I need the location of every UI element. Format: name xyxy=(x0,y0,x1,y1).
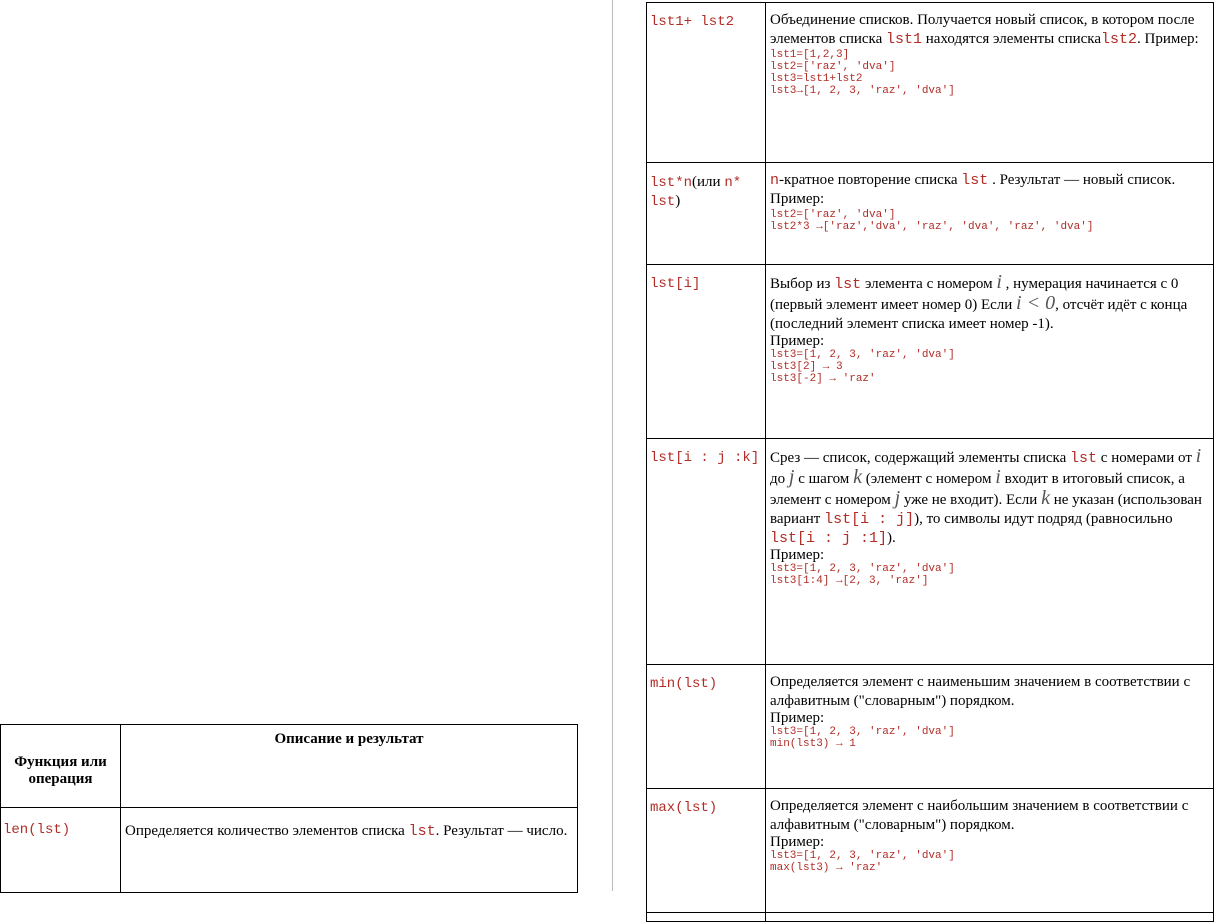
table-row xyxy=(647,439,1214,665)
table-header-row xyxy=(1,725,578,808)
example-label: Пример: xyxy=(770,333,825,349)
table-row xyxy=(647,163,1214,265)
description-cell: Определяется количество элементов списка lst. Результат — число. xyxy=(121,808,578,893)
description-cell: Определяется элемент с наименьшим значением в соответствии с алфавитным ("словарным") порядком. Пример: lst3=[1, 2, 3, 'raz', 'dva'] min(lst3) → 1 xyxy=(766,665,1214,789)
function-cell: lst[i] xyxy=(647,265,766,439)
function-cell: max(lst) xyxy=(647,789,766,913)
code-example: lst2=['raz', 'dva'] lst2*3 →['raz','dva', 'raz', 'dva', 'raz', 'dva'] xyxy=(770,209,1094,233)
description-cell: n-кратное повторение списка lst . Результат — новый список. Пример: lst2=['raz', 'dva'] lst2*3 →['raz','dva', 'raz', 'dva', 'raz', 'dva'] xyxy=(766,163,1214,265)
table-row xyxy=(647,913,1214,922)
function-cell: lst1+ lst2 xyxy=(647,3,766,163)
function-cell: len(lst) xyxy=(1,808,121,893)
table-row xyxy=(647,789,1214,913)
code-example: lst3=[1, 2, 3, 'raz', 'dva'] max(lst3) → 'raz' xyxy=(770,850,955,874)
function-cell: lst*n(или n* lst) xyxy=(647,163,766,265)
table-row xyxy=(647,265,1214,439)
description-cell: Срез — список, содержащий элементы списка lst с номерами от i до j с шагом k (элемент с номером i входит в итоговый список, а элемент с номером j уже не входит). Если k не указан (использован вариант lst[i : j]), то символы идут подряд (равносильно lst[i : j :1]). Пример: lst3=[1, 2, 3, 'raz', 'dva'] lst3[1:4] →[2, 3, 'raz'] xyxy=(766,439,1214,665)
empty-cell xyxy=(766,913,1214,922)
left-function-table xyxy=(0,724,578,893)
description-cell: Определяется элемент с наибольшим значением в соответствии с алфавитным ("словарным") порядком. Пример: lst3=[1, 2, 3, 'raz', 'dva'] max(lst3) → 'raz' xyxy=(766,789,1214,913)
right-function-table xyxy=(646,2,1214,922)
code-example: lst3=[1, 2, 3, 'raz', 'dva'] lst3[1:4] →[2, 3, 'raz'] xyxy=(770,563,955,587)
example-label: Пример: xyxy=(770,547,825,563)
function-cell: min(lst) xyxy=(647,665,766,789)
column-divider xyxy=(612,0,613,891)
description-cell: Выбор из lst элемента с номером i , нумерация начинается с 0 (первый элемент имеет номер 0) Если i < 0, отсчёт идёт с конца (последний элемент списка имеет номер -1). Пример: lst3=[1, 2, 3, 'raz', 'dva'] lst3[2] → 3 lst3[-2] → 'raz' xyxy=(766,265,1214,439)
table-row xyxy=(647,3,1214,163)
code-example: lst1=[1,2,3] lst2=['raz', 'dva'] lst3=lst1+lst2 lst3→[1, 2, 3, 'raz', 'dva'] xyxy=(770,49,955,97)
description-cell: Объединение списков. Получается новый список, в котором после элементов списка lst1 находятся элементы спискаlst2. Пример: lst1=[1,2,3] lst2=['raz', 'dva'] lst3=lst1+lst2 lst3→[1, 2, 3, 'raz', 'dva'] xyxy=(766,3,1214,163)
function-cell: lst[i : j :k] xyxy=(647,439,766,665)
table-row xyxy=(1,808,578,893)
code-example: lst3=[1, 2, 3, 'raz', 'dva'] lst3[2] → 3 lst3[-2] → 'raz' xyxy=(770,349,955,385)
table-row xyxy=(647,665,1214,789)
example-label: Пример: xyxy=(770,834,825,850)
example-label: Пример: xyxy=(770,710,825,726)
empty-cell xyxy=(647,913,766,922)
code-example: lst3=[1, 2, 3, 'raz', 'dva'] min(lst3) → 1 xyxy=(770,726,955,750)
header-description: Описание и результат xyxy=(121,725,578,808)
header-function: Функция или операция xyxy=(1,725,121,808)
